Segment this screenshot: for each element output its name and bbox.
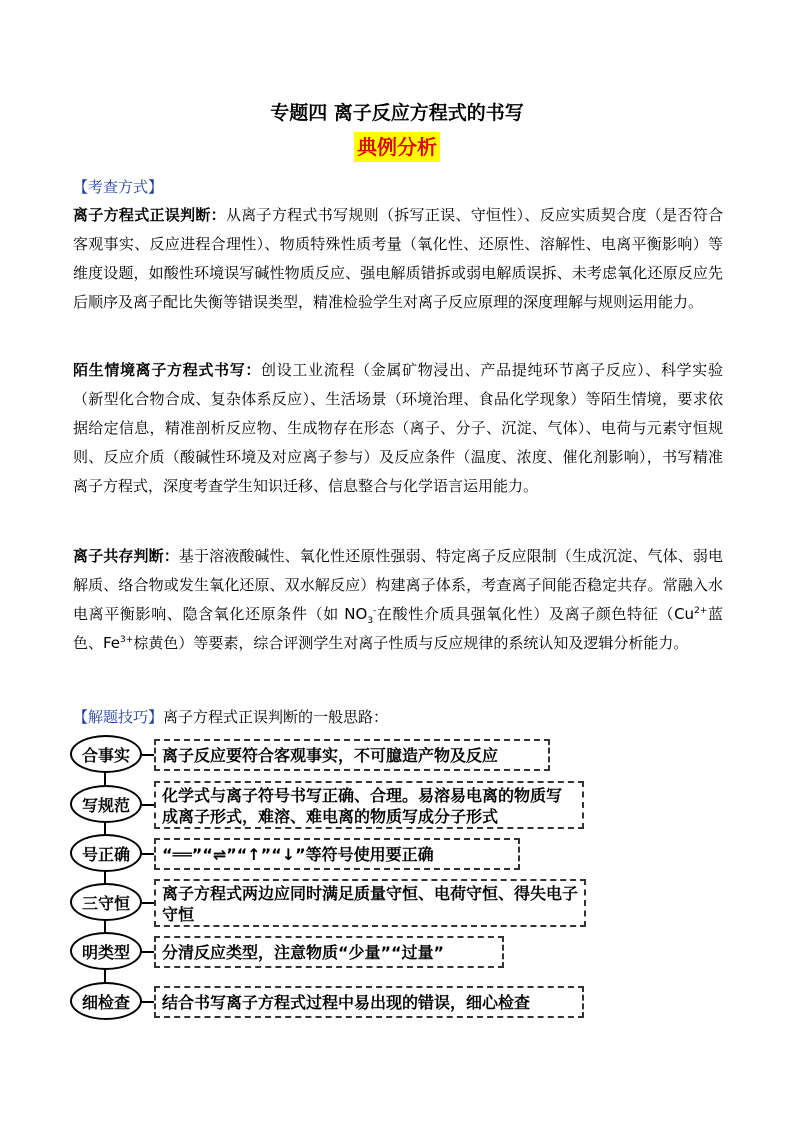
flow-step-oval: 号正确 <box>70 834 142 872</box>
superscript: 3+ <box>120 635 134 645</box>
page-title: 专题四 离子反应方程式的书写 <box>270 102 524 124</box>
exam-format-heading: 【考查方式】 <box>73 178 164 196</box>
flow-step-box: 结合书写离子方程式过程中易出现的错误，细心检查 <box>154 986 584 1018</box>
flow-dashed-connector <box>142 951 154 953</box>
paragraph-unfamiliar-context <box>73 356 723 501</box>
flow-step-box: 离子反应要符合客观事实，不可臆造产物及反应 <box>154 739 550 771</box>
paragraph-text: 在酸性介质具强氧化性）及离子颜色特征（Cu <box>376 605 695 623</box>
superscript: 2+ <box>694 606 708 616</box>
flow-step-oval: 合事实 <box>70 735 142 773</box>
subtitle-container <box>0 132 794 162</box>
flow-step-oval: 写规范 <box>70 785 142 823</box>
paragraph-text: 从离子方程式书写规则（拆写正误、守恒性）、反应实质契合度（是否符合客观事实、反应进程合理性）、物质特殊性质考量（氧化性、还原性、溶解性、电离平衡影响）等维度设题，如酸性环境误写碱性物质反应、强电解质错拆或弱电解质误拆、未考虑氧化还原反应先后顺序及离子配比失衡等错误类型，精准检验学生对离子反应原理的深度理解与规则运用能力。 <box>73 206 723 311</box>
flow-dashed-connector <box>142 804 154 806</box>
heading-label: 【解题技巧】 <box>73 708 164 726</box>
paragraph-lead: 陌生情境离子方程式书写： <box>73 361 262 379</box>
paragraph-ion-equation-judgement <box>73 201 723 317</box>
flow-step-box: 化学式与离子符号书写正确、合理。易溶易电离的物质写成离子形式，难溶、难电离的物质写成分子形式 <box>154 781 584 829</box>
flow-diagram <box>68 733 598 1025</box>
flow-step-oval: 明类型 <box>70 932 142 970</box>
paragraph-lead: 离子共存判断： <box>73 547 179 565</box>
flow-dashed-connector <box>142 1001 154 1003</box>
subscript: 3 <box>367 616 374 626</box>
paragraph-text: 基于溶液酸碱性、氧化性还原性强弱、特定离子反应限制（生成沉淀、气体、弱电解质、络合物或发生氧化还原、双水解反应）构建离子体系，考查离子间能否稳定共存。常融入水电离平衡影响、隐含氧化还原条件（如 NO <box>73 547 723 623</box>
flow-step-oval: 三守恒 <box>70 883 142 921</box>
flow-step-box: 离子方程式两边应同时满足质量守恒、电荷守恒、得失电子守恒 <box>154 879 586 927</box>
flow-dashed-connector <box>142 754 154 756</box>
paragraph-text: 创设工业流程（金属矿物浸出、产品提纯环节离子反应）、科学实验（新型化合物合成、复杂体系反应）、生活场景（环境治理、食品化学现象）等陌生情境，要求依据给定信息，精准剖析反应物、生成物存在形态（离子、分子、沉淀、气体）、电荷与元素守恒规则、反应介质（酸碱性环境及对应离子参与）及反应条件（温度、浓度、催化剂影响），书写精准离子方程式，深度考查学生知识迁移、信息整合与化学语言运用能力。 <box>73 361 723 495</box>
paragraph-lead: 离子方程式正误判断： <box>73 206 226 224</box>
problem-solving-heading <box>73 706 388 727</box>
heading-rest: 离子方程式正误判断的一般思路： <box>163 708 389 726</box>
paragraph-text: 蓝色、Fe <box>73 605 723 652</box>
flow-step-oval: 细检查 <box>70 982 142 1020</box>
flow-dashed-connector <box>142 902 154 904</box>
superscript: - <box>373 606 377 616</box>
flow-step-box: “══”“⇌”“↑”“↓”等符号使用要正确 <box>154 838 520 870</box>
paragraph-ion-coexistence <box>73 542 723 658</box>
section-subtitle: 典例分析 <box>354 132 440 162</box>
paragraph-text: 棕黄色）等要素，综合评测学生对离子性质与反应规律的系统认知及逻辑分析能力。 <box>133 634 689 652</box>
flow-dashed-connector <box>142 853 154 855</box>
flow-step-box: 分清反应类型，注意物质“少量”“过量” <box>154 936 504 968</box>
